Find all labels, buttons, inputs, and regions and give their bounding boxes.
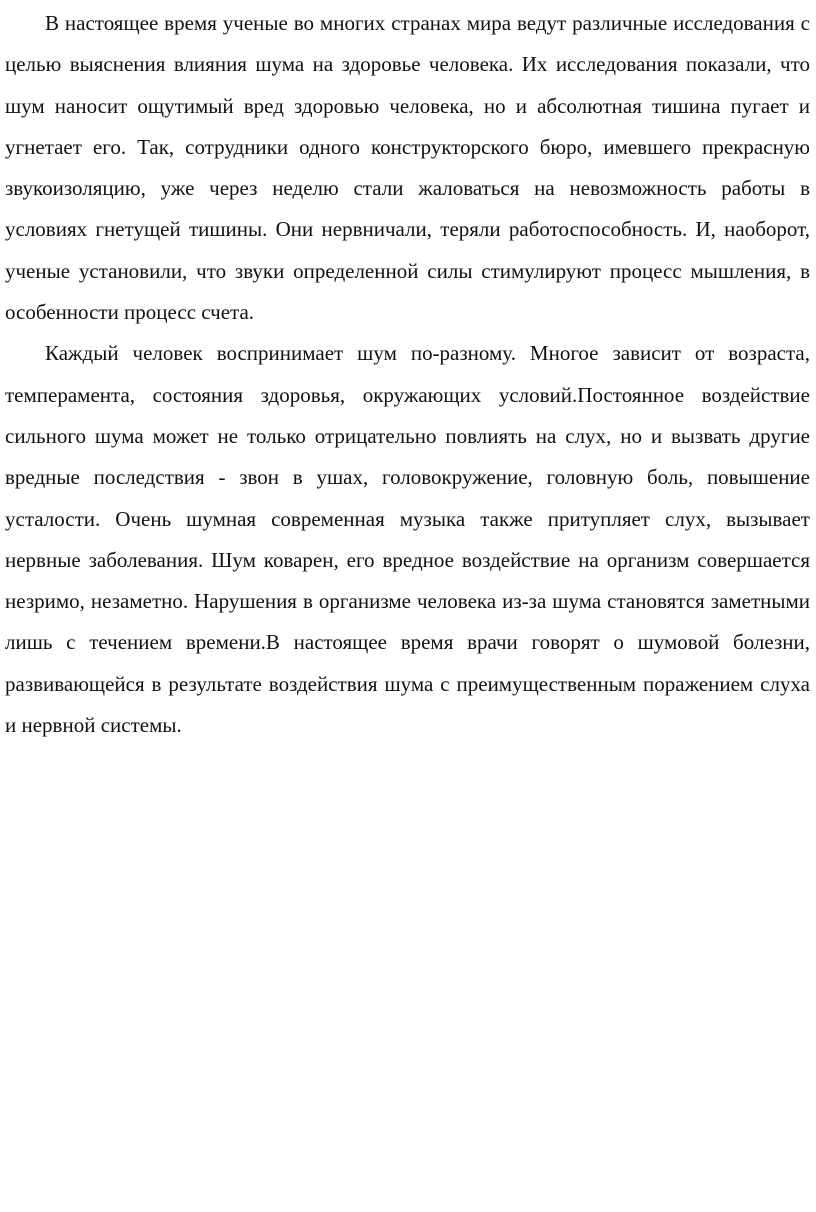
- paragraph-perception: Каждый человек воспринимает шум по-разному. Многое зависит от возраста, темперамента, состояния здоровья, окружающих условий.Постоянное воздействие сильного шума может не только отрицательно повлиять на слух, но и вызвать другие вредные последствия - звон в ушах, головокружение, головную боль, повышение усталости. Очень шумная современная музыка также притупляет слух, вызывает нервные заболевания. Шум коварен, его вредное воздействие на организм совершается незримо, незаметно. Нарушения в организме человека из-за шума становятся заметными лишь с течением времени.В настоящее время врачи говорят о шумовой болезни, развивающейся в результате воздействия шума с преимущественным поражением слуха и нервной системы.: [5, 341, 810, 738]
- document-page: [5, 3, 810, 746]
- paragraph-research: В настоящее время ученые во многих странах мира ведут различные исследования с целью выяснения влияния шума на здоровье человека. Их исследования показали, что шум наносит ощутимый вред здоровью человека, но и абсолютная тишина пугает и угнетает его. Так, сотрудники одного конструкторского бюро, имевшего прекрасную звукоизоляцию, уже через неделю стали жаловаться на невозможность работы в условиях гнетущей тишины. Они нервничали, теряли работоспособность. И, наоборот, ученые установили, что звуки определенной силы стимулируют процесс мышления, в особенности процесс счета.: [5, 11, 810, 325]
